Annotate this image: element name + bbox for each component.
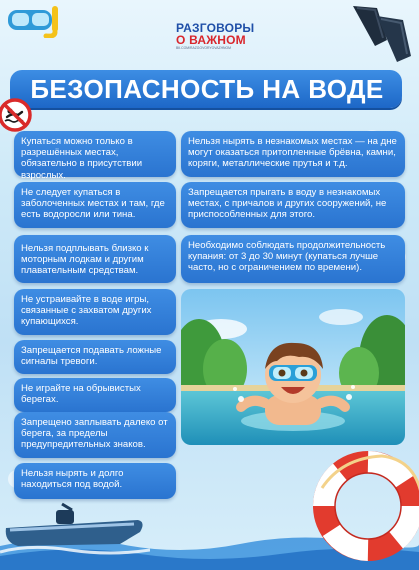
life-ring-icon (312, 448, 419, 564)
rule-card (181, 182, 405, 228)
rule-card (14, 235, 176, 283)
rule-text: Запрещается подавать ложные сигналы тревоги. (21, 345, 162, 368)
rule-text: Не играйте на обрывистых берегах. (21, 383, 141, 406)
logo-line-2: О ВАЖНОМ (176, 33, 246, 47)
swim-fins-icon (347, 2, 415, 66)
logo-line-3: ВК.COM/RAZGOVORYOVAZHNOM (176, 46, 231, 50)
rule-card (181, 235, 405, 283)
swimming-boy-illustration (181, 289, 405, 445)
no-swimming-sign-icon (0, 98, 32, 132)
rule-text: Нельзя нырять и долго находиться под водой. (21, 468, 124, 491)
rule-text: Необходимо соблюдать продолжительность купания: от 3 до 30 минут (купаться лучше часто, но с ограничением по времени). (188, 240, 386, 274)
boat-icon (0, 500, 150, 560)
rule-card (14, 131, 176, 181)
rule-text: Не устраивайте в воде игры, связанные с захватом других купающихся. (21, 294, 152, 328)
rule-text: Купаться можно только в разрешённых местах, обязательно в присутствии взрослых. (21, 136, 143, 181)
rule-text: Нельзя нырять в незнакомых местах — на дне могут оказаться притопленные брёвна, камни, коряги, металлические прутья и т.д. (188, 136, 397, 170)
rule-card (14, 340, 176, 374)
razgovory-logo (176, 22, 254, 51)
logo-line-1: РАЗГОВОРЫ (176, 21, 255, 35)
rule-card (14, 378, 176, 412)
rule-card (181, 131, 405, 177)
rule-text: Запрещено заплывать далеко от берега, за пределы предупредительных знаков. (21, 417, 168, 451)
rule-card (14, 182, 176, 228)
rule-card (14, 289, 176, 335)
diving-mask-icon (6, 4, 68, 38)
rule-text: Нельзя подплывать близко к моторным лодкам и другим плавательным средствам. (21, 243, 149, 277)
page-title: БЕЗОПАСНОСТЬ НА ВОДЕ (30, 74, 384, 104)
rule-text: Не следует купаться в заболоченных местах и там, где есть водоросли или тина. (21, 187, 165, 221)
rule-text: Запрещается прыгать в воду в незнакомых местах, с причалов и других сооружений, не приспособленных для этого. (188, 187, 387, 221)
rule-card (14, 412, 176, 458)
rule-card (14, 463, 176, 499)
